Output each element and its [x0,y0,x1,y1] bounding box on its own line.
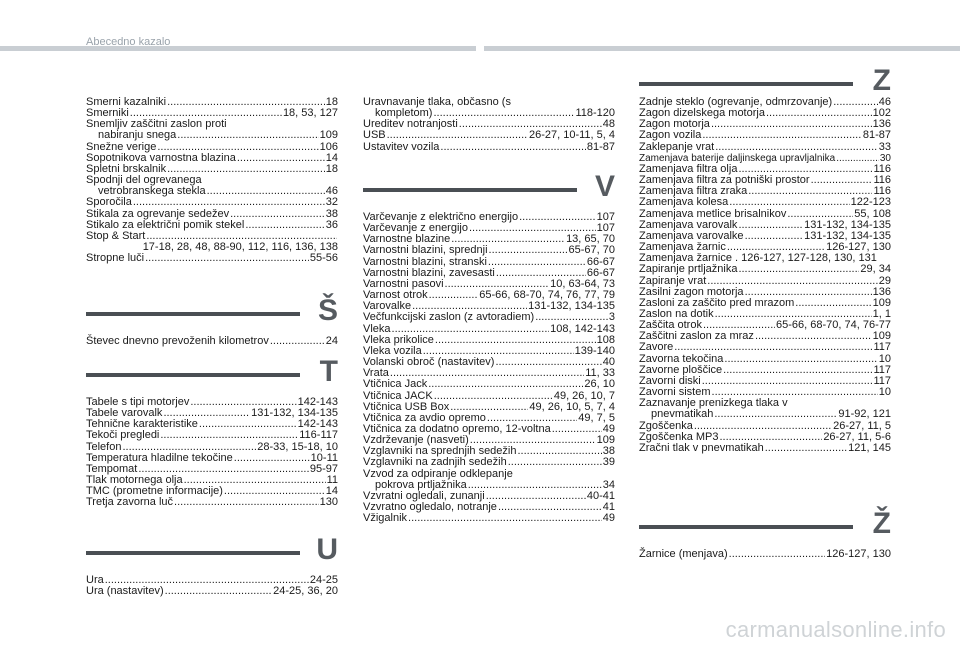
entry-term: Varnostni blazini, stranski [363,255,487,268]
index-entry [639,549,891,560]
entry-term: Zamenjava varovalke [639,229,744,242]
entry-pages: 107 [596,222,615,235]
entry-term: Vtičnica za dodatno opremo, 12-voltna [363,422,551,435]
entry-list [86,575,338,597]
entry-pages: 116 [873,162,891,175]
entry-term: Varnostni blazini, zavesasti [363,266,495,279]
entry-term: TMC (prometne informacije) [86,485,223,498]
leader-dots [552,424,602,435]
leader-dots [234,453,310,464]
entry-term: Volanski obroč (nastavitev) [363,356,495,369]
entry-pages: 91-92, 121 [838,408,891,421]
entry-term: Zagon dizelskega motorja [639,107,765,120]
entry-term: Tekoči pregledi [86,429,160,442]
index-entry [363,379,615,390]
entry-term: Vtičnica USB Box [363,400,450,413]
entry-pages: 40 [602,356,615,369]
leader-dots [408,513,602,524]
index-entry [363,457,615,468]
section-header-u [86,535,338,575]
leader-dots [429,290,479,301]
entry-pages: 136 [872,118,891,131]
entry-term: Varčevanje z električno energijo [363,211,519,223]
entry-pages: 117 [873,341,891,354]
entry-pages: 26-27, 11, 5-6 [823,430,891,443]
leader-dots [729,549,826,560]
entry-term: Vzdrževanje (nasveti) [363,434,469,447]
entry-pages: 24-25 [309,574,338,586]
entry-pages: 26-27, 11, 5 [833,419,891,432]
entry-term: Zagon vozila [639,129,702,142]
entry-term: Zgoščenka [639,419,693,432]
entry-pages: 46 [325,185,338,198]
entry-list [86,336,338,347]
entry-pages: 126-127, 130 [826,548,891,560]
entry-term: Vzglavniki na sprednjih sedežih [363,445,517,458]
entry-pages: 131-132, 134-135 [251,407,338,420]
entry-term: Zasilni zagon motorja [639,285,744,298]
index-entry [363,245,615,256]
index-entry [86,253,338,264]
index-entry [363,312,615,323]
entry-pages: 116 [873,174,891,187]
section-letter: Ž [872,507,891,540]
entry-term: Zgoščenka MP3 [639,430,719,443]
entry-term: Stikala za ogrevanje sedežev [86,207,230,220]
entry-term: Večfunkcijski zaslon (z avtoradiem) [363,311,535,324]
entry-term: vetrobranskega stekla [98,185,206,198]
entry-pages: 117 [873,363,891,376]
section-s-entries [86,336,338,347]
entry-pages: 122-123 [850,196,891,209]
entry-pages: 108 [596,333,615,346]
entry-term: Varnost otrok [363,289,428,302]
entry-pages: 116-117 [299,429,338,442]
entry-term: Zamenjava filtra olja [639,162,738,175]
entry-list [639,97,891,454]
index-entry [86,430,338,441]
entry-list [363,97,615,153]
index-entry [639,443,891,454]
index-entry-heading: Uravnavanje tlaka, občasno (s [363,96,511,108]
entry-pages: 117 [873,374,891,387]
entry-pages: 49 [602,512,615,525]
entry-term: USB [363,129,386,142]
entry-pages: 108, 142-143 [550,322,615,335]
entry-pages: 18 [325,162,338,175]
entry-term: Zamenjava kolesa [639,196,729,209]
index-column-1 [86,97,338,264]
entry-term: Ureditev notranjosti [363,118,458,131]
entry-term: Ura (nastavitev) [86,585,164,598]
entry-pages: 131-132, 134-135 [804,229,891,242]
leader-dots [199,419,297,430]
entry-term: Stropne luči [86,252,145,265]
entry-term: Tehnične karakteristike [86,418,198,431]
index-entry [86,497,338,508]
entry-pages: 38 [602,445,615,458]
entry-pages: 49, 26, 10, 7 [553,389,615,402]
leader-dots [724,354,877,365]
entry-term: Vtičnica za avdio opremo [363,411,486,424]
leader-dots [428,379,583,390]
entry-pages: 10 [878,352,891,365]
entry-pages: 17-18, 28, 48, 88-90, 112, 116, 136, 138 [142,241,338,254]
entry-term: Ura [86,574,104,586]
entry-pages: 26-27, 10-11, 5, 4 [528,129,615,142]
entry-term: Zapiranje vrat [639,274,707,287]
entry-pages: 131-132, 134-135 [804,218,891,231]
entry-term: Vzvratni ogledali, zunanji [363,489,485,502]
entry-pages: 10-11 [310,451,338,464]
index-entry [363,391,615,402]
entry-pages: 130 [319,496,338,509]
entry-pages: 10 [878,386,891,399]
entry-pages: 39 [602,456,615,469]
leader-dots [833,97,878,108]
entry-term: Zapiranje prtljažnika [639,263,738,276]
leader-dots [165,586,273,597]
entry-pages: 14 [325,151,338,164]
entry-term: Vrata [363,367,389,380]
entry-term: Zamenjava žarnice . 126-127, 127-128, 130, 131 [639,252,877,265]
leader-dots [224,486,325,497]
entry-pages: 142-143 [297,396,338,408]
leader-dots [811,175,873,186]
entry-pages: 49, 26, 10, 5, 7, 4 [529,400,615,413]
entry-term: pnevmatikah [651,408,714,421]
entry-term: Snežne verige [86,140,157,153]
entry-pages: 109 [872,330,891,343]
entry-pages: 81-87 [862,129,891,142]
entry-term: Spletni brskalnik [86,162,167,175]
entry-pages: 30 [879,152,891,164]
section-u-entries [86,575,338,597]
entry-pages: 18, 53, 127 [282,107,338,120]
leader-dots [486,491,586,502]
leader-dots [498,502,602,513]
entry-pages: 65-66, 68-70, 74, 76-77 [776,319,891,332]
entry-term: Zadnje steklo (ogrevanje, odmrzovanje) [639,96,833,108]
entry-term: nabiranju snega [98,129,177,142]
leader-dots [795,298,871,309]
entry-term: Tlak motornega olja [86,474,183,487]
entry-pages: 24-25, 36, 20 [273,585,338,598]
section-header-t [86,357,338,397]
entry-term: Varnostni pasovi [363,277,444,290]
entry-term: Varnostne blazine [363,233,451,246]
entry-pages: 3 [608,311,615,324]
entry-pages: 81-87 [586,140,615,153]
section-letter: T [319,355,338,388]
entry-pages: 14 [325,485,338,498]
entry-pages: 34 [602,478,615,491]
section-letter: Z [872,64,891,97]
leader-dots [230,209,325,220]
entry-pages: 10, 63-64, 73 [550,277,615,290]
index-entry [639,421,891,432]
index-entry [639,342,891,353]
entry-term: Vleka prikolice [363,333,434,346]
leader-dots [702,130,861,141]
entry-term: Zamenjava metlice brisalnikov [639,207,787,220]
entry-pages: 55, 108 [854,207,891,220]
entry-term: Vžigalnik [363,512,408,525]
entry-term: Ustavitev vozila [363,140,440,153]
entry-term: Zamenjava žarnic [639,241,726,254]
entry-term: Vtičnica Jack [363,378,428,391]
entry-term: Smerniki [86,107,129,120]
index-entry [86,130,338,141]
section-v-entries [363,212,615,524]
leader-dots [434,391,553,402]
entry-pages: 65-66, 68-70, 74, 76, 77, 79 [479,289,615,302]
entry-pages: 41 [602,501,615,514]
entry-pages: 106 [319,140,338,153]
entry-term: Stikalo za električni pomik stekel [86,218,245,231]
section-rule [363,188,577,192]
section-zh-entries [639,549,891,560]
index-entry [363,142,615,153]
leader-dots [738,220,803,231]
entry-pages: 40-41 [586,489,615,502]
leader-dots [711,119,872,130]
entry-pages: 55-56 [309,252,338,265]
leader-dots [387,130,528,141]
entry-term: Sporočila [86,196,132,209]
entry-pages: 131-132, 134-135 [528,300,615,313]
leader-dots [702,376,873,387]
entry-pages: 136 [872,285,891,298]
section-z-entries [639,97,891,454]
index-entry-heading: Snemljiv zaščitni zaslon proti [86,118,227,131]
entry-pages: 38 [325,207,338,220]
entry-term: Vzglavniki na zadnjih sedežih [363,456,507,469]
entry-list [639,549,891,560]
entry-pages: 109 [596,434,615,447]
entry-pages: 102 [872,107,891,120]
entry-term: Zagon motorja [639,118,710,131]
leader-dots [755,331,872,342]
entry-term: Zavorni diski [639,374,701,387]
leader-dots [160,430,298,441]
entry-term: Sopotnikova varnostna blazina [86,151,236,164]
entry-term: Zasloni za zaščito pred mrazom [639,296,795,309]
entry-term: Tempomat [86,462,138,475]
entry-pages: 49, 7, 5 [578,411,615,424]
entry-term: Vleka vozila [363,344,422,357]
watermark-text: carmanualsonline.info [725,617,946,642]
entry-term: Žarnice (menjava) [639,548,728,560]
leader-dots [715,142,878,153]
entry-pages: 18 [325,96,338,108]
entry-pages: 11 [326,474,338,487]
leader-dots [245,220,324,231]
leader-dots [519,212,596,223]
section-header-zh [639,509,891,549]
entry-term: Zavore [639,341,674,354]
leader-dots [207,186,325,197]
leader-dots [237,153,325,164]
index-entry-heading: Vzvod za odpiranje odklepanje [363,467,513,480]
entry-pages: 66-67 [586,255,615,268]
entry-term: Zamenjava baterije daljinskega upravljalnika [639,152,836,164]
entry-term: kompletom) [375,107,433,120]
entry-pages: 116 [873,185,891,198]
leader-dots [145,253,309,264]
leader-dots [765,443,847,454]
entry-pages: 107 [596,211,615,223]
entry-term: Števec dnevno prevoženih kilometrov [86,335,269,347]
entry-term: Zračni tlak v pnevmatikah [639,441,764,454]
entry-term: Zamenjava filtra za potniški prostor [639,174,810,187]
entry-term: Zavorna tekočina [639,352,724,365]
entry-term: Tabele s tipi motorjev [86,396,190,408]
entry-pages: 46 [878,96,891,108]
leader-dots [468,480,602,491]
entry-list [363,212,615,524]
section-rule [86,373,300,377]
page-title: Abecedno kazalo [86,36,171,48]
section-header-s [86,296,338,336]
entry-pages: 24 [325,335,338,347]
entry-pages: 126-127, 130 [826,241,891,254]
index-entry [639,142,891,153]
entry-pages: 48 [602,118,615,131]
section-rule [86,312,300,316]
entry-term: Temperatura hladilne tekočine [86,451,233,464]
entry-pages: 36 [325,218,338,231]
entry-term: Zaščita otrok [639,319,702,332]
header-rule-right [484,46,960,51]
entry-term: Zamenjava filtra zraka [639,185,748,198]
section-letter: U [316,533,338,566]
leader-dots [270,336,325,347]
index-entry [639,409,891,420]
entry-term: Vzvratno ogledalo, notranje [363,501,497,514]
entry-term: Zavorne ploščice [639,363,723,376]
index-entry-heading: Spodnji del ogrevanega [86,174,202,187]
entry-pages: 11, 33 [585,367,615,380]
leader-dots [766,108,872,119]
header-rule-left [0,46,476,51]
index-entry [86,336,338,347]
index-column-2 [363,97,615,153]
entry-term: pokrova prtljažnika [375,478,467,491]
entry-pages: 1, 1 [872,307,891,320]
entry-list [86,397,338,509]
leader-dots [435,335,596,346]
entry-term: Zamenjava varovalk [639,218,738,231]
index-entry [86,586,338,597]
entry-pages: 28-33, 15-18, 10 [257,440,338,453]
leader-dots [133,197,325,208]
entry-term: Vleka [363,322,391,335]
entry-pages: 32 [325,196,338,209]
index-entry [639,197,891,208]
entry-term: Smerni kazalniki [86,96,167,108]
entry-pages: 65-67, 70 [568,244,615,257]
entry-pages: 13, 65, 70 [566,233,615,246]
index-entry [639,331,891,342]
entry-pages: 109 [319,129,338,142]
section-letter: Š [317,294,338,327]
section-rule [639,82,853,86]
leader-dots [177,130,318,141]
leader-dots [174,497,319,508]
index-entry [639,264,891,275]
leader-dots [707,276,877,287]
leader-dots [729,197,849,208]
entry-pages: 29, 34 [860,263,891,276]
leader-dots [535,312,608,323]
entry-term: Telefon [86,440,122,453]
leader-dots [745,231,804,242]
section-t-entries [86,397,338,509]
entry-list [86,97,338,264]
section-header-v [363,172,615,212]
entry-term: Zaslon na dotik [639,307,714,320]
entry-term: Zavorni sistem [639,386,711,399]
index-entry-heading: Zaznavanje prenizkega tlaka v [639,397,788,410]
entry-pages: 121, 145 [848,441,891,454]
leader-dots [674,342,872,353]
leader-dots [694,421,832,432]
entry-term: Varovalke [363,300,412,313]
index-entry [639,130,891,141]
index-entry [363,130,615,141]
entry-pages: 142-143 [297,418,338,431]
entry-pages: 109 [872,296,891,309]
entry-term: Zaklepanje vrat [639,140,715,153]
leader-dots [738,264,859,275]
entry-term: Zaščitni zaslon za mraz [639,330,754,343]
index-entry [639,276,891,287]
leader-dots [714,409,837,420]
leader-dots [440,142,585,153]
entry-pages: 118-120 [575,107,615,120]
leader-dots [723,365,872,376]
entry-term: Varnostni blazini, sprednji [363,244,488,257]
entry-term: Stop & Start [86,229,146,242]
entry-term: Varčevanje z energijo [363,222,468,235]
leader-dots [488,257,586,268]
index-entry [86,197,338,208]
section-rule [639,525,853,529]
entry-pages: 33 [878,140,891,153]
entry-pages: 66-67 [586,266,615,279]
entry-term: Tabele varovalk [86,407,163,420]
entry-term: Vtičnica JACK [363,389,433,402]
leader-dots [489,245,568,256]
index-entry [363,513,615,524]
index-entry [363,357,615,368]
entry-pages: 139-140 [574,344,615,357]
leader-dots [508,457,602,468]
entry-pages: 29 [878,274,891,287]
entry-pages: 49 [602,422,615,435]
section-letter: V [594,170,615,203]
section-rule [86,551,300,555]
entry-pages: 95-97 [309,462,338,475]
entry-term: Tretja zavorna luč [86,496,174,509]
entry-pages: 26, 10 [584,378,615,391]
leader-dots [517,446,601,457]
